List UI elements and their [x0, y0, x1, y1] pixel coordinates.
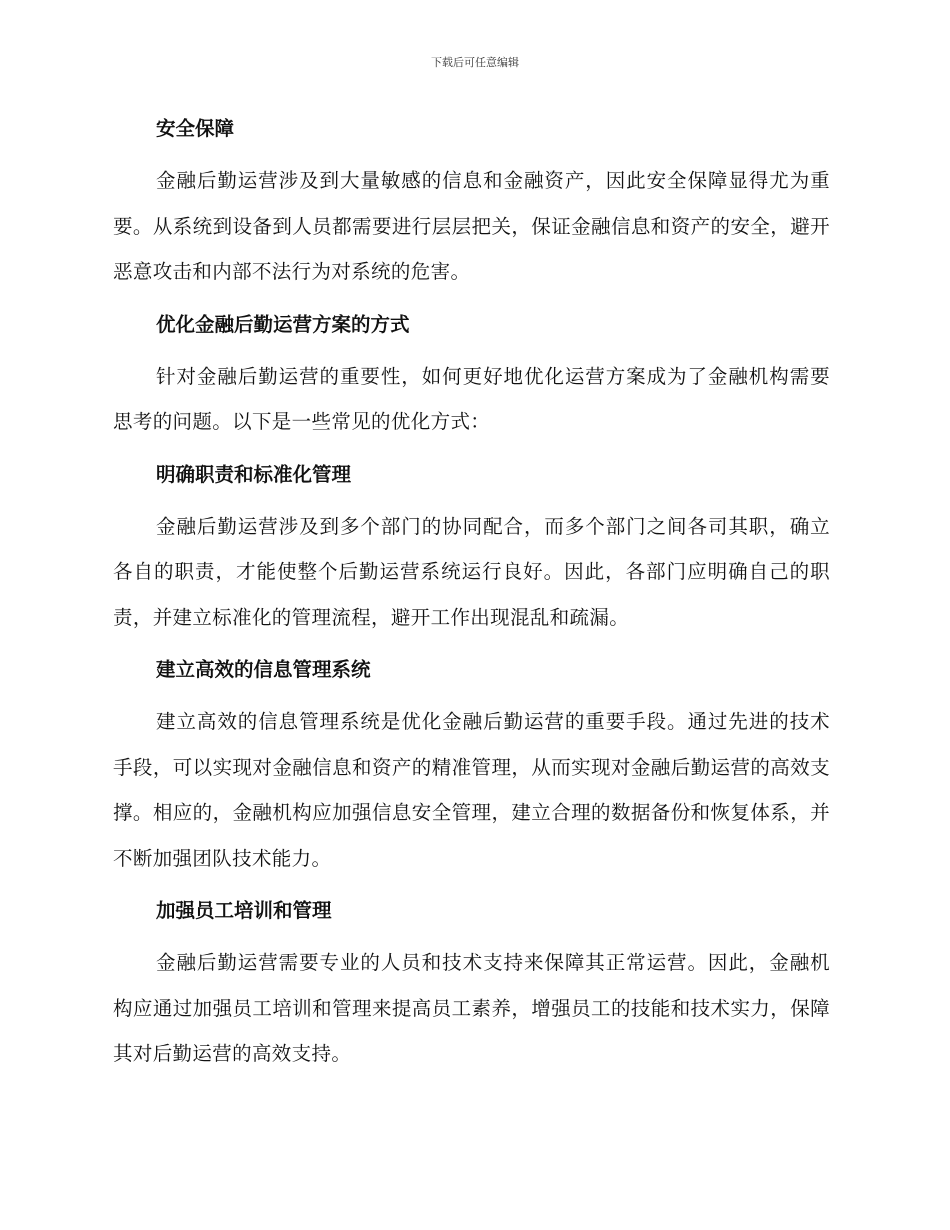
section-paragraph: 金融后勤运营涉及到大量敏感的信息和金融资产，因此安全保障显得尤为重要。从系统到设备到人员都需要进行层层把关，保证金融信息和资产的安全，避开恶意攻击和内部不法行为对系统的危害。	[113, 169, 830, 283]
section-heading-information-system: 建立高效的信息管理系统	[156, 658, 371, 681]
section-paragraph: 金融后勤运营涉及到多个部门的协同配合，而多个部门之间各司其职，确立各自的职责，才能使整个后勤运营系统运行良好。因此，各部门应明确自己的职责，并建立标准化的管理流程，避开工作出现混乱和疏漏。	[113, 514, 830, 629]
section-paragraph: 建立高效的信息管理系统是优化金融后勤运营的重要手段。通过先进的技术手段，可以实现对金融信息和资产的精准管理，从而实现对金融后勤运营的高效支撑。相应的，金融机构应加强信息安全管理，建立合理的数据备份和恢复体系，并不断加强团队技术能力。	[113, 710, 830, 870]
page-header-note: 下载后可任意编辑	[431, 56, 519, 69]
section-heading-staff-training: 加强员工培训和管理	[156, 899, 332, 922]
section-heading-optimization-methods: 优化金融后勤运营方案的方式	[156, 312, 410, 336]
section-paragraph: 针对金融后勤运营的重要性，如何更好地优化运营方案成为了金融机构需要思考的问题。以下是一些常见的优化方式：	[113, 364, 830, 433]
section-heading-security: 安全保障	[156, 117, 235, 140]
document-body	[113, 110, 830, 1077]
section-paragraph: 金融后勤运营需要专业的人员和技术支持来保障其正常运营。因此，金融机构应通过加强员工培训和管理来提高员工素养，增强员工的技能和技术实力，保障其对后勤运营的高效支持。	[113, 951, 830, 1065]
section-heading-responsibility: 明确职责和标准化管理	[156, 462, 352, 486]
